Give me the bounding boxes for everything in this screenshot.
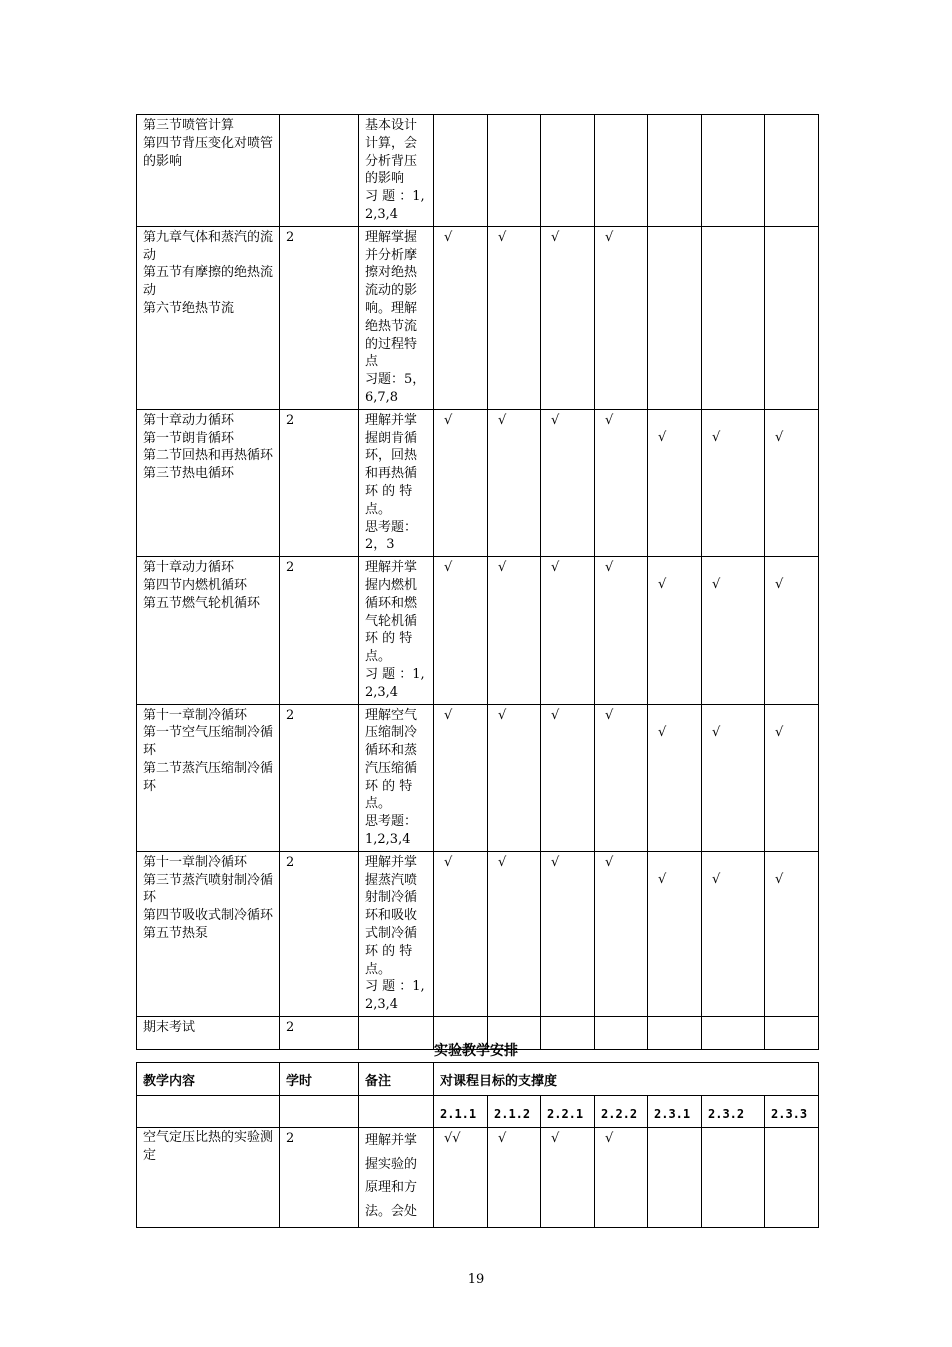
goal-code: 2.3.2 [702, 1096, 765, 1128]
support-check: √ [765, 409, 819, 556]
support-check [648, 115, 702, 227]
support-check: √ [765, 557, 819, 704]
support-check: √ [434, 557, 488, 704]
note-cell: 理解并掌握朗肯循环，回热和再热循环 的 特点。 思考题：2，3 [359, 409, 434, 556]
header-support: 对课程目标的支撑度 [434, 1063, 819, 1096]
support-check: √√ [434, 1128, 488, 1228]
content-cell [137, 704, 280, 851]
content-line: 第十一章制冷循环 [143, 854, 248, 870]
lab-content: 空气定压比热的实验测定 [137, 1128, 280, 1228]
content-line: 第五节热泵 [143, 926, 209, 942]
page-number: 19 [467, 1272, 485, 1287]
support-check [702, 226, 765, 409]
content-line: 第十章动力循环 [143, 412, 235, 428]
schedule-row [137, 226, 819, 409]
content-cell [137, 226, 280, 409]
hours-cell [280, 115, 359, 227]
schedule-row [137, 409, 819, 556]
support-check: √ [541, 1128, 595, 1228]
support-check: √ [648, 557, 702, 704]
support-check: √ [595, 226, 648, 409]
lab-section-title: 实验教学安排 [434, 1043, 518, 1059]
content-line: 第二节蒸汽压缩制冷循环 [143, 760, 274, 794]
support-check: √ [595, 704, 648, 851]
support-check: √ [541, 557, 595, 704]
goal-code: 2.2.2 [595, 1096, 648, 1128]
support-check [765, 226, 819, 409]
content-line: 期末考试 [143, 1020, 196, 1036]
support-check: √ [765, 704, 819, 851]
content-line: 第十章动力循环 [143, 560, 235, 576]
goal-code: 2.2.1 [541, 1096, 595, 1128]
support-check: √ [434, 851, 488, 1016]
content-cell [137, 851, 280, 1016]
header-note: 备注 [359, 1063, 434, 1096]
hours-cell: 2 [280, 226, 359, 409]
lab-header-row [137, 1063, 819, 1096]
hours-cell: 2 [280, 409, 359, 556]
content-line: 第四节内燃机循环 [143, 577, 248, 593]
support-check [434, 115, 488, 227]
support-check: √ [541, 409, 595, 556]
content-line: 第五节有摩擦的绝热流动 [143, 265, 274, 299]
support-check: √ [541, 851, 595, 1016]
support-check: √ [488, 851, 541, 1016]
support-check: √ [648, 851, 702, 1016]
lab-hours: 2 [280, 1128, 359, 1228]
support-check: √ [702, 704, 765, 851]
content-cell [137, 409, 280, 556]
blank-cell [280, 1096, 359, 1128]
content-line: 第十一章制冷循环 [143, 707, 248, 723]
blank-cell [137, 1096, 280, 1128]
schedule-row [137, 851, 819, 1016]
content-line: 第九章气体和蒸汽的流动 [143, 229, 274, 263]
note-cell: 理解掌握并分析摩擦对绝热流动的影响。理解绝热节流的过程特点 习题：5，6,7,8 [359, 226, 434, 409]
support-check: √ [488, 557, 541, 704]
header-hours: 学时 [280, 1063, 359, 1096]
lab-row [137, 1128, 819, 1228]
support-check [702, 115, 765, 227]
support-check: √ [488, 1128, 541, 1228]
content-line: 第一节朗肯循环 [143, 430, 235, 446]
support-check: √ [702, 409, 765, 556]
support-check: √ [434, 226, 488, 409]
content-line: 第一节空气压缩制冷循环 [143, 725, 274, 759]
blank-cell [359, 1096, 434, 1128]
hours-cell: 2 [280, 1017, 359, 1050]
note-cell: 理解空气压缩制冷循环和蒸汽压缩循环 的 特点。 思考题：1,2,3,4 [359, 704, 434, 851]
lab-schedule-table [136, 1062, 819, 1228]
header-content: 教学内容 [137, 1063, 280, 1096]
support-check: √ [595, 557, 648, 704]
goal-code: 2.1.1 [434, 1096, 488, 1128]
content-line: 第三节蒸汽喷射制冷循环 [143, 872, 274, 906]
support-check: √ [702, 851, 765, 1016]
hours-cell: 2 [280, 557, 359, 704]
content-line: 第五节燃气轮机循环 [143, 595, 261, 611]
support-check: √ [765, 851, 819, 1016]
content-line: 第四节背压变化对喷管的影响 [143, 135, 274, 169]
goal-code: 2.1.2 [488, 1096, 541, 1128]
schedule-row [137, 704, 819, 851]
goal-code-row [137, 1096, 819, 1128]
content-cell [137, 557, 280, 704]
lab-note: 理解并掌握实验的原理和方法。会处 [359, 1128, 434, 1228]
support-check: √ [488, 226, 541, 409]
support-check: √ [595, 409, 648, 556]
note-cell: 理解并掌握内燃机循环和燃气轮机循环 的 特点。 习 题 ：1,2,3,4 [359, 557, 434, 704]
support-check: √ [595, 851, 648, 1016]
support-check: √ [488, 409, 541, 556]
support-check: √ [541, 226, 595, 409]
support-check: √ [541, 704, 595, 851]
support-check: √ [648, 704, 702, 851]
goal-code: 2.3.3 [765, 1096, 819, 1128]
hours-cell: 2 [280, 851, 359, 1016]
support-check [595, 115, 648, 227]
goal-code: 2.3.1 [648, 1096, 702, 1128]
support-check [541, 115, 595, 227]
support-check [648, 226, 702, 409]
support-check [648, 1128, 702, 1228]
support-check: √ [488, 704, 541, 851]
support-check [765, 115, 819, 227]
schedule-body [137, 115, 819, 1050]
content-line: 第四节吸收式制冷循环 [143, 908, 274, 924]
content-line: 第二节回热和再热循环 [143, 448, 274, 464]
teaching-schedule-table [136, 114, 819, 1050]
note-cell: 理解并掌握蒸汽喷射制冷循环和吸收式制冷循环 的 特点。 习 题 ：1,2,3,4 [359, 851, 434, 1016]
support-check: √ [648, 409, 702, 556]
support-check: √ [702, 557, 765, 704]
note-cell: 基本设计计算，会分析背压的影响 习 题 ：1,2,3,4 [359, 115, 434, 227]
support-check: √ [595, 1128, 648, 1228]
support-check [488, 115, 541, 227]
content-line: 第三节喷管计算 [143, 118, 235, 133]
schedule-row [137, 557, 819, 704]
content-line: 第六节绝热节流 [143, 300, 235, 316]
hours-cell: 2 [280, 704, 359, 851]
support-check: √ [434, 704, 488, 851]
content-cell [137, 115, 280, 227]
support-check: √ [434, 409, 488, 556]
schedule-row [137, 115, 819, 227]
content-line: 第三节热电循环 [143, 466, 235, 482]
support-check [702, 1128, 765, 1228]
support-check [765, 1128, 819, 1228]
